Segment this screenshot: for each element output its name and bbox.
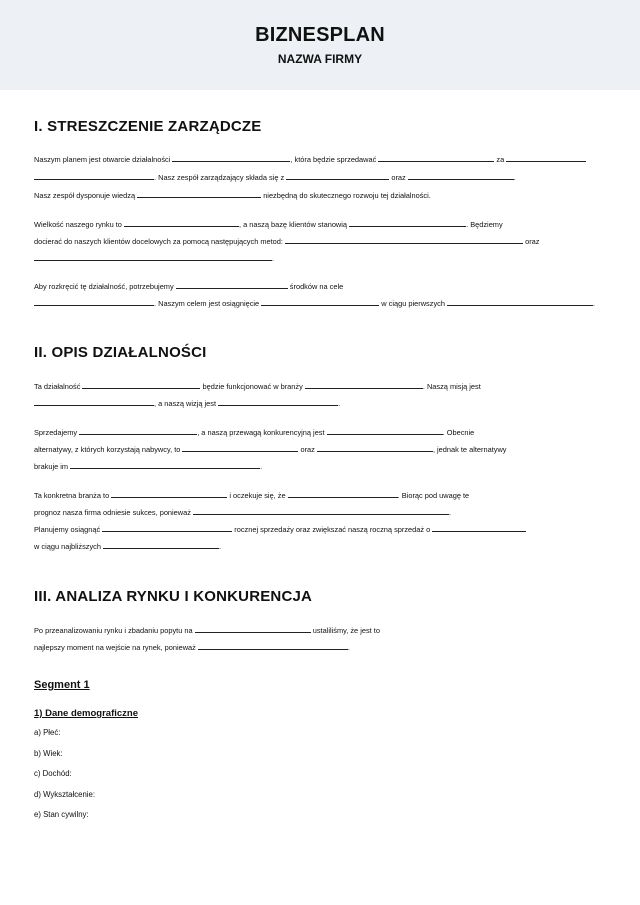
blank-field[interactable] [193, 506, 449, 515]
document-title: BIZNESPLAN [255, 24, 385, 46]
s2-line-1: Ta działalność będzie funkcjonować w branży . Naszą misją jest [34, 382, 481, 391]
s2-line-9: w ciągu najbliższych . [34, 542, 222, 551]
list-item: c) Dochód: [34, 769, 72, 778]
blank-field[interactable] [79, 426, 197, 435]
blank-field[interactable] [34, 252, 272, 261]
s2-line-2: , a naszą wizją jest . [34, 394, 606, 413]
blank-field[interactable] [182, 443, 298, 452]
section-1-heading: I. STRESZCZENIE ZARZĄDCZE [34, 118, 262, 135]
blank-field[interactable] [34, 397, 154, 406]
blank-field[interactable] [176, 280, 288, 289]
s2-line-4: alternatywy, z których korzystają nabywcy, to oraz , jednak te alternatywy [34, 445, 507, 454]
blank-field[interactable] [305, 380, 423, 389]
s3-line-2: najlepszy moment na wejście na rynek, ponieważ . [34, 643, 350, 652]
s1-line-1: Naszym planem jest otwarcie działalności , która będzie sprzedawać za [34, 150, 606, 169]
blank-field[interactable] [506, 153, 586, 162]
blank-field[interactable] [327, 426, 443, 435]
blank-field[interactable] [82, 380, 200, 389]
company-name: NAZWA FIRMY [277, 52, 363, 66]
blank-field[interactable] [285, 235, 523, 244]
blank-field[interactable] [261, 297, 379, 306]
blank-field[interactable] [317, 443, 433, 452]
s1-line-6: . [34, 249, 606, 268]
list-item: d) Wykształcenie: [34, 790, 96, 799]
blank-field[interactable] [34, 171, 154, 180]
s3-line-1: Po przeanalizowaniu rynku i zbadaniu popytu na ustaliliśmy, że jest to [34, 626, 380, 635]
s1-line-7: Aby rozkręcić tę działalność, potrzebujemy środków na cele [34, 282, 344, 291]
s2-line-7: prognoz nasza firma odniesie sukces, ponieważ . [34, 508, 452, 517]
s1-line-2: . Nasz zespół zarządzający składa się z oraz . [34, 168, 606, 187]
s2-line-5: brakuje im . [34, 462, 263, 471]
blank-field[interactable] [70, 460, 260, 469]
document-header [0, 0, 640, 90]
s1-line-4: Wielkość naszego rynku to , a naszą bazę klientów stanowią . Będziemy [34, 220, 503, 229]
section-3-heading: III. ANALIZA RYNKU I KONKURENCJA [34, 588, 313, 605]
section-2-heading: II. OPIS DZIAŁALNOŚCI [34, 344, 207, 361]
blank-field[interactable] [288, 489, 398, 498]
blank-field[interactable] [378, 153, 494, 162]
blank-field[interactable] [111, 489, 227, 498]
s2-line-6: Ta konkretna branża to i oczekuje się, że . Biorąc pod uwagę te [34, 491, 470, 500]
demographics-heading: 1) Dane demograficzne [34, 708, 138, 719]
blank-field[interactable] [349, 218, 466, 227]
blank-field[interactable] [195, 624, 311, 633]
blank-field[interactable] [34, 297, 154, 306]
blank-field[interactable] [286, 171, 389, 180]
segment-heading: Segment 1 [34, 679, 90, 691]
list-item: e) Stan cywilny: [34, 810, 89, 819]
list-item: b) Wiek: [34, 749, 63, 758]
list-item: a) Płeć: [34, 728, 61, 737]
blank-field[interactable] [102, 523, 232, 532]
blank-field[interactable] [432, 523, 526, 532]
s1-line-8: . Naszym celem jest osiągnięcie w ciągu pierwszych . [34, 294, 606, 313]
blank-field[interactable] [198, 641, 348, 650]
blank-field[interactable] [408, 171, 514, 180]
s1-line-5: docierać do naszych klientów docelowych za pomocą następujących metod: oraz [34, 237, 540, 246]
blank-field[interactable] [124, 218, 239, 227]
blank-field[interactable] [172, 153, 290, 162]
blank-field[interactable] [137, 189, 261, 198]
blank-field[interactable] [447, 297, 593, 306]
blank-field[interactable] [103, 540, 219, 549]
s2-line-8: Planujemy osiągnąć rocznej sprzedaży oraz zwiększać naszą roczną sprzedaż o [34, 520, 606, 539]
s2-line-3: Sprzedajemy , a naszą przewagą konkurencyjną jest . Obecnie [34, 428, 475, 437]
s1-line-3: Nasz zespół dysponuje wiedzą niezbędną do skutecznego rozwoju tej działalności. [34, 191, 431, 200]
blank-field[interactable] [218, 397, 338, 406]
